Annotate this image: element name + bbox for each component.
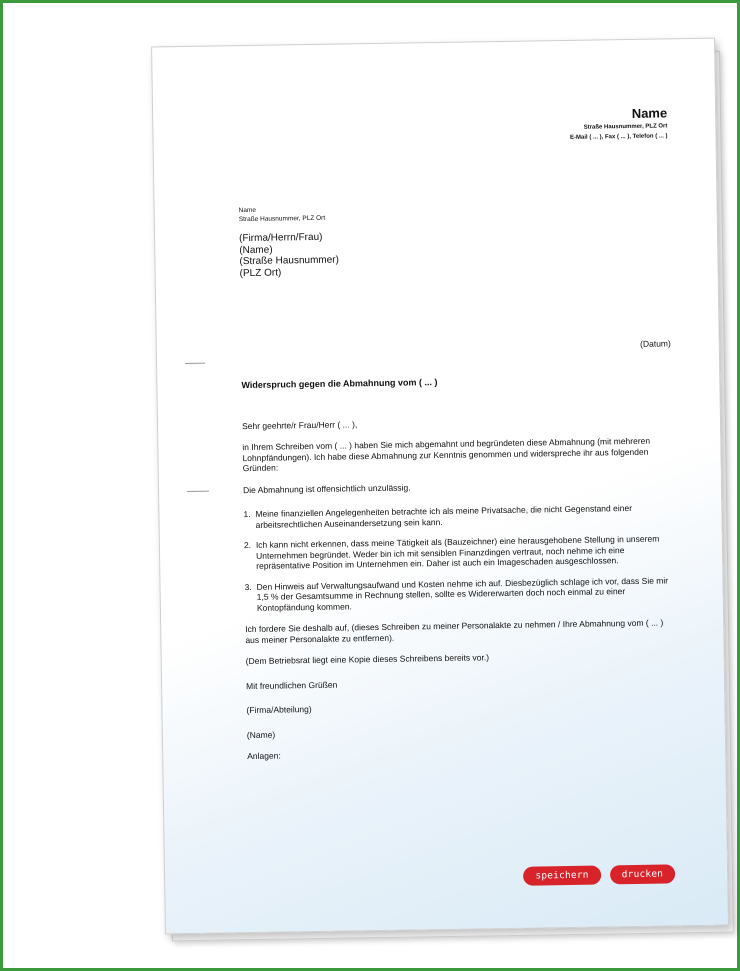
list-item: [244, 575, 674, 613]
recipient-line3: (Straße Hausnummer): [239, 254, 339, 268]
recipient-line2: (Name): [239, 244, 273, 256]
save-button[interactable]: speichern: [523, 866, 601, 886]
letter-subject: Widerspruch gegen die Abmahnung vom ( ... ): [241, 377, 438, 391]
list-item-text: Ich kann nicht erkennen, dass meine Tätigkeit als (Bauzeichner) eine herausgehobene Stellung in unserem Unternehmen begründet. Weder bin ich mit sensiblen Finanzdingen vertraut, noch nehme ich eine repräsentative Position im Unternehmen ein. Daher ist auch ein Imageschaden ausgeschlossen.: [255, 533, 660, 571]
note-paragraph: (Dem Betriebsrat liegt eine Kopie dieses Schreibens bereits vor.): [245, 652, 490, 667]
recipient-line1: (Firma/Herrn/Frau): [239, 231, 323, 245]
signature-company: (Firma/Abteilung): [246, 704, 312, 716]
signature-name: (Name): [246, 729, 276, 740]
return-address: [239, 205, 326, 224]
fold-mark-top: [185, 363, 205, 364]
action-buttons: [523, 864, 675, 885]
return-name: Name: [238, 206, 257, 215]
list-item-number: 2.: [243, 539, 252, 551]
letter-body: [241, 373, 677, 772]
intro-paragraph: in Ihrem Schreiben vom ( ... ) haben Sie mich abgemahnt und begründeten diese Abmahnung (mit mehreren Lohnpfändungen). Ich habe diese Abmahnung zur Kenntnis genommen und widerspreche ihr aus folgenden Gründen:: [242, 435, 651, 474]
list-item-text: Meine finanziellen Angelegenheiten betrachte ich als meine Privatsache, die nicht Gegenstand einer arbeitsrechtlichen Auseinandersetzung sein kann.: [255, 502, 633, 530]
sender-address: Straße Hausnummer, PLZ Ort: [583, 123, 668, 131]
letter-date: (Datum): [640, 338, 671, 349]
list-item: [244, 533, 674, 571]
reasons-list: [243, 502, 675, 613]
recipient-line4: (PLZ Ort): [239, 266, 282, 279]
list-item: [243, 502, 673, 530]
request-paragraph: Ich fordere Sie deshalb auf, (dieses Schreiben zu meiner Personalakte zu nehmen / Ihre Abmahnung vom ( ... ) aus meiner Personalakte zu entfernen).: [245, 617, 664, 645]
list-item-number: 1.: [243, 508, 251, 520]
return-street: Straße Hausnummer, PLZ Ort: [238, 214, 326, 224]
print-button[interactable]: drucken: [610, 864, 676, 884]
attachments-label: Anlagen:: [247, 750, 281, 762]
list-item-text: Den Hinweis auf Verwaltungsaufwand und Kosten nehme ich auf. Diesbezüglich schlage ich vor, dass Sie mir 1,5 % der Gesamtsumme in Rechnung stellen, sollte es Widererwarten doch noch einmal zu einer Kontopfändung kommen.: [256, 574, 669, 613]
salutation: Sehr geehrte/r Frau/Herr ( ... ),: [241, 418, 358, 431]
closing: Mit freundlichen Grüßen: [246, 679, 338, 691]
list-item-number: 3.: [244, 581, 252, 592]
letter-page: [151, 38, 729, 935]
sender-block: [569, 105, 667, 143]
sender-name: Name: [631, 105, 668, 121]
statement-paragraph: Die Abmahnung ist offensichtlich unzulässig.: [242, 481, 411, 495]
fold-mark-middle: [187, 491, 209, 492]
sender-contact: E-Mail ( ... ), Fax ( ... ), Telefon ( ... ): [569, 133, 668, 141]
recipient-address: [239, 232, 339, 280]
